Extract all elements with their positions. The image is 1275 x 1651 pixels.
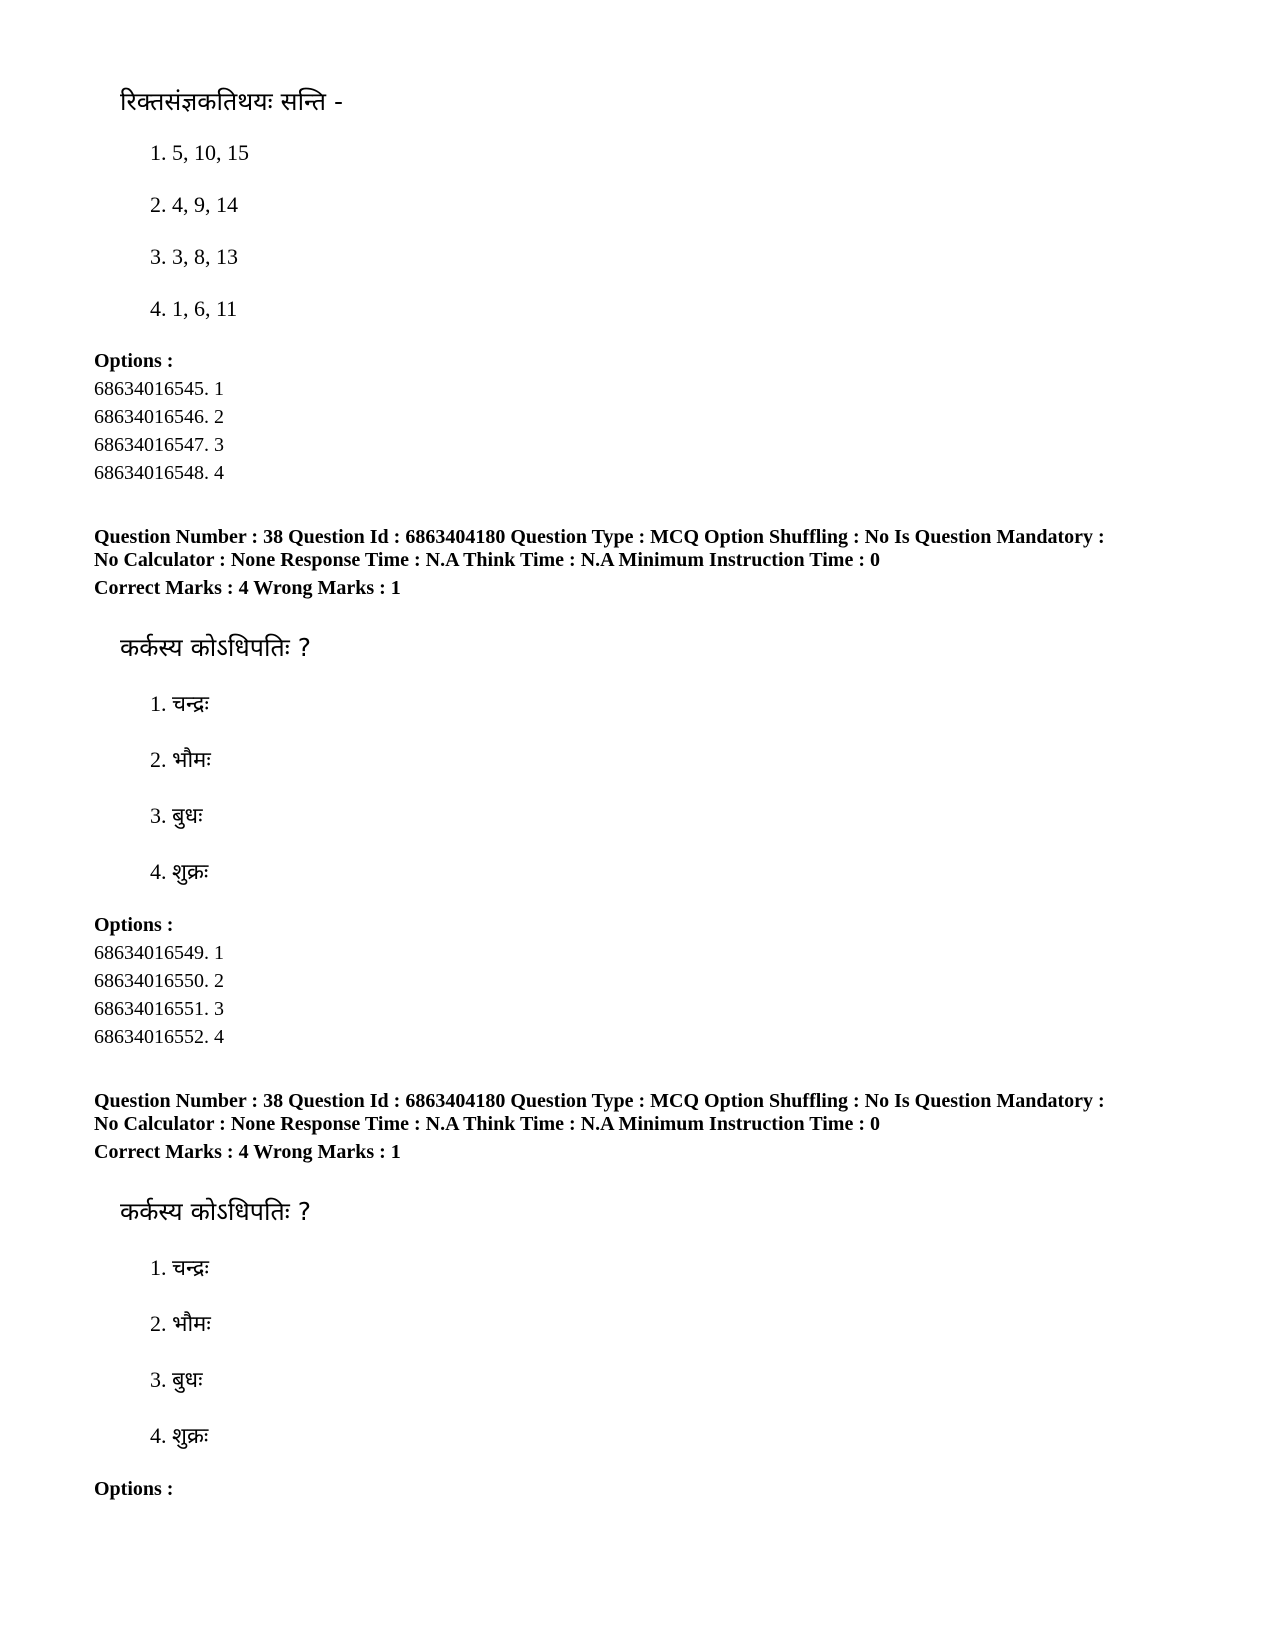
- choice-1: 1. चन्द्रः: [150, 1255, 209, 1280]
- choice-3: 3. 3, 8, 13: [150, 244, 238, 269]
- question-marks: Correct Marks : 4 Wrong Marks : 1: [94, 577, 401, 599]
- option-3: 68634016551. 3: [94, 998, 224, 1020]
- question-stem: कर्कस्य कोऽधिपतिः ?: [120, 633, 311, 662]
- choice-3: 3. बुधः: [150, 1367, 203, 1392]
- question-meta-line1: Question Number : 38 Question Id : 6863404180 Question Type : MCQ Option Shuffling : No Is Question Mandatory :: [94, 526, 1105, 548]
- option-2: 68634016550. 2: [94, 970, 224, 992]
- question-meta-line2: No Calculator : None Response Time : N.A Think Time : N.A Minimum Instruction Time : 0: [94, 549, 880, 571]
- choice-1: 1. चन्द्रः: [150, 691, 209, 716]
- option-3: 68634016547. 3: [94, 434, 224, 456]
- option-2: 68634016546. 2: [94, 406, 224, 428]
- choice-2: 2. भौमः: [150, 747, 211, 772]
- choice-2: 2. 4, 9, 14: [150, 192, 238, 217]
- option-4: 68634016548. 4: [94, 462, 224, 484]
- option-1: 68634016549. 1: [94, 942, 224, 964]
- choice-4: 4. शुक्रः: [150, 859, 209, 884]
- choice-1: 1. 5, 10, 15: [150, 140, 249, 165]
- question-stem: रिक्तसंज्ञकतिथयः सन्ति -: [120, 87, 343, 116]
- question-meta-line1: Question Number : 38 Question Id : 6863404180 Question Type : MCQ Option Shuffling : No Is Question Mandatory :: [94, 1090, 1105, 1112]
- question-meta-line2: No Calculator : None Response Time : N.A Think Time : N.A Minimum Instruction Time : 0: [94, 1113, 880, 1135]
- choice-3: 3. बुधः: [150, 803, 203, 828]
- question-marks: Correct Marks : 4 Wrong Marks : 1: [94, 1141, 401, 1163]
- options-label: Options :: [94, 350, 174, 372]
- choice-4: 4. शुक्रः: [150, 1423, 209, 1448]
- option-4: 68634016552. 4: [94, 1026, 224, 1048]
- choice-2: 2. भौमः: [150, 1311, 211, 1336]
- question-stem: कर्कस्य कोऽधिपतिः ?: [120, 1197, 311, 1226]
- options-label: Options :: [94, 914, 174, 936]
- choice-4: 4. 1, 6, 11: [150, 296, 238, 321]
- option-1: 68634016545. 1: [94, 378, 224, 400]
- options-label: Options :: [94, 1478, 174, 1500]
